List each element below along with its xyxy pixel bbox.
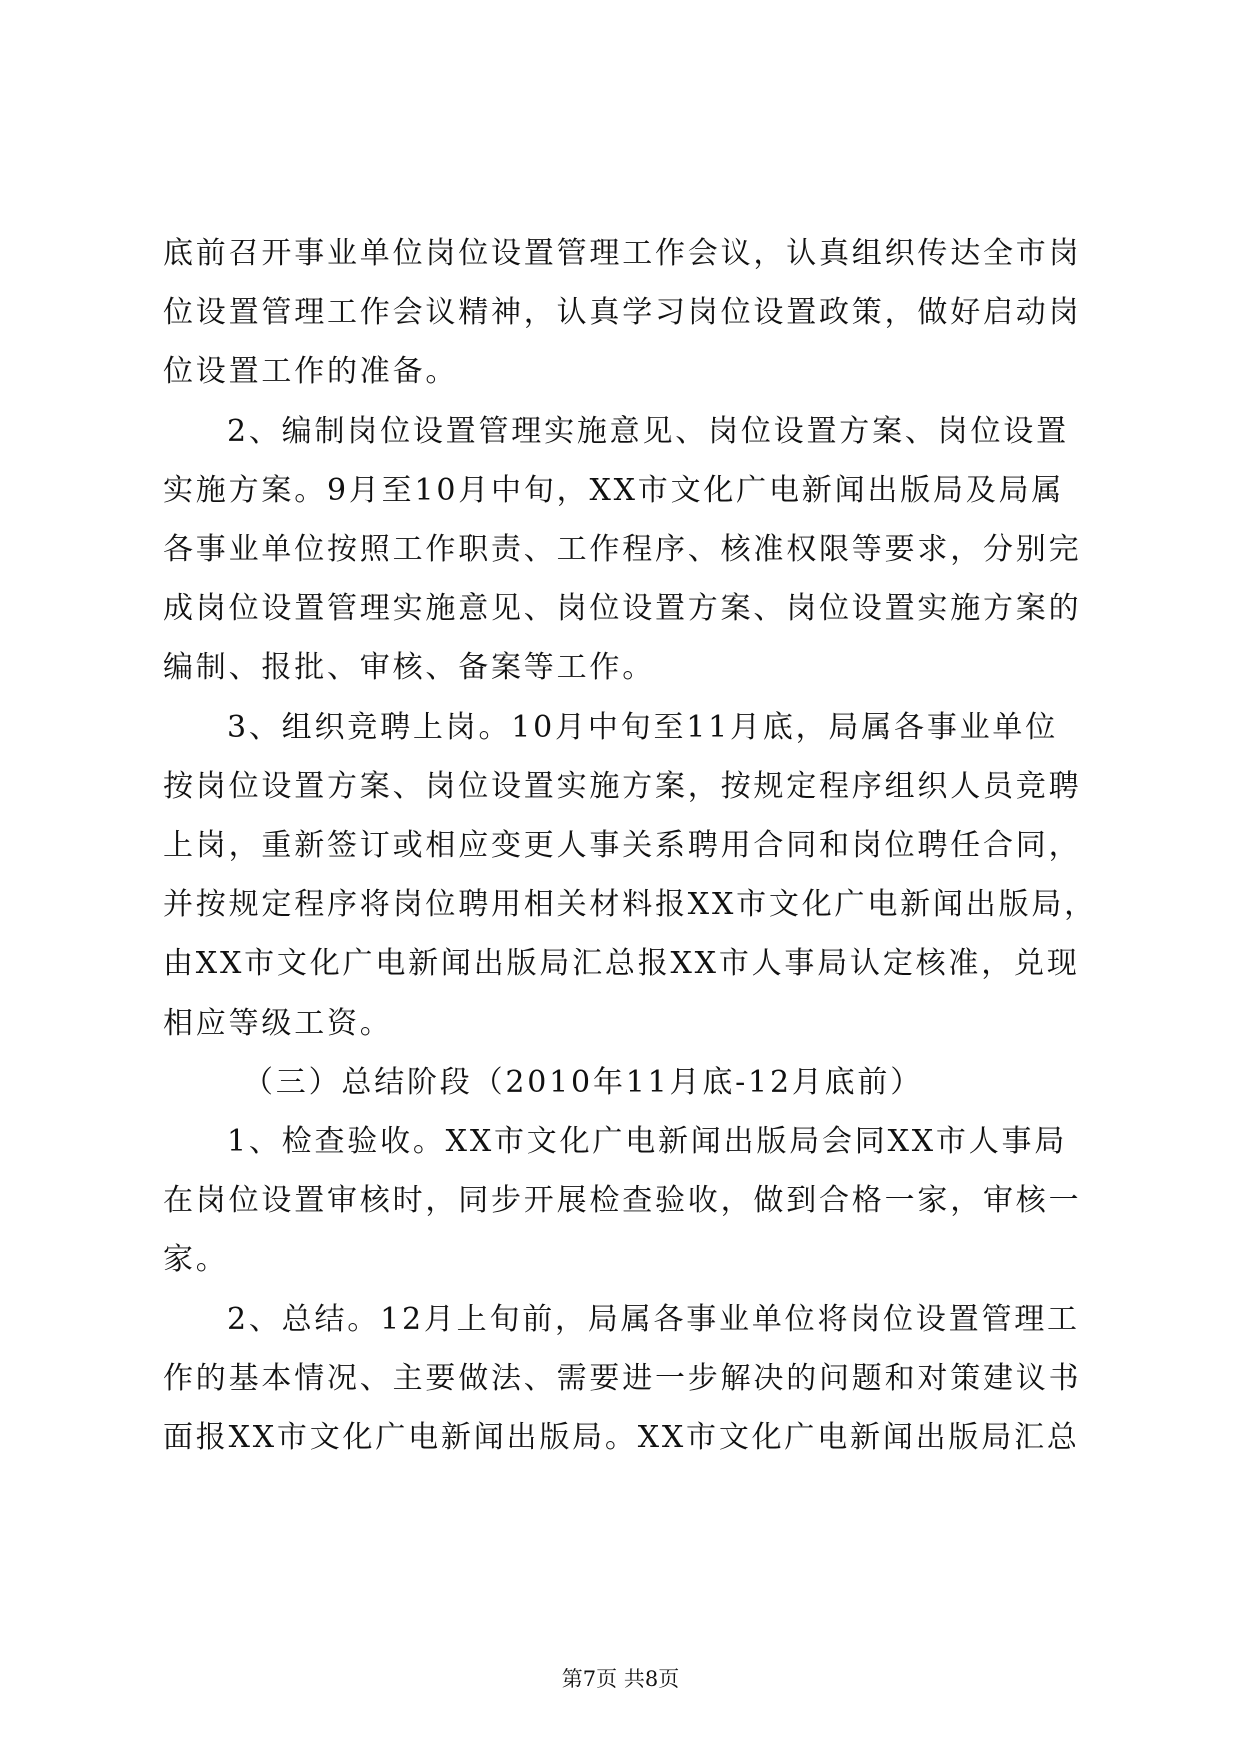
text-line: 位设置管理工作会议精神，认真学习岗位设置政策，做好启动岗 [163,295,1082,330]
text-line: 成岗位设置管理实施意见、岗位设置方案、岗位设置实施方案的 [163,591,1082,626]
text-line: 家。 [163,1242,229,1277]
text-line: 1、检查验收。XX市文化广电新闻出版局会同XX市人事局 [227,1124,1068,1159]
text-line: 3、组织竞聘上岗。10月中旬至11月底，局属各事业单位 [227,710,1059,745]
text-line: 面报XX市文化广电新闻出版局。XX市文化广电新闻出版局汇总 [163,1420,1080,1455]
text-line: 实施方案。9月至10月中旬，XX市文化广电新闻出版局及局属 [163,473,1065,508]
text-line: 作的基本情况、主要做法、需要进一步解决的问题和对策建议书 [163,1361,1082,1396]
text-line: 2、总结。12月上旬前，局属各事业单位将岗位设置管理工 [227,1302,1080,1337]
text-line: 位设置工作的准备。 [163,354,459,389]
text-line: 上岗，重新签订或相应变更人事关系聘用合同和岗位聘任合同， [163,828,1082,863]
text-line: 相应等级工资。 [163,1006,393,1041]
text-line: 按岗位设置方案、岗位设置实施方案，按规定程序组织人员竞聘 [163,769,1082,804]
text-line: 由XX市文化广电新闻出版局汇总报XX市人事局认定核准，兑现 [163,946,1080,981]
section-heading: （三）总结阶段（2010年11月底-12月底前） [243,1065,924,1100]
text-line: 各事业单位按照工作职责、工作程序、核准权限等要求，分别完 [163,532,1082,567]
page-number-footer: 第7页 共8页 [561,1667,680,1691]
text-line: 并按规定程序将岗位聘用相关材料报XX市文化广电新闻出版局， [163,887,1097,922]
text-line: 在岗位设置审核时，同步开展检查验收，做到合格一家，审核一 [163,1183,1082,1218]
text-line: 编制、报批、审核、备案等工作。 [163,650,655,685]
text-line: 2、编制岗位设置管理实施意见、岗位设置方案、岗位设置 [227,414,1069,449]
text-line: 底前召开事业单位岗位设置管理工作会议，认真组织传达全市岗 [163,236,1082,271]
